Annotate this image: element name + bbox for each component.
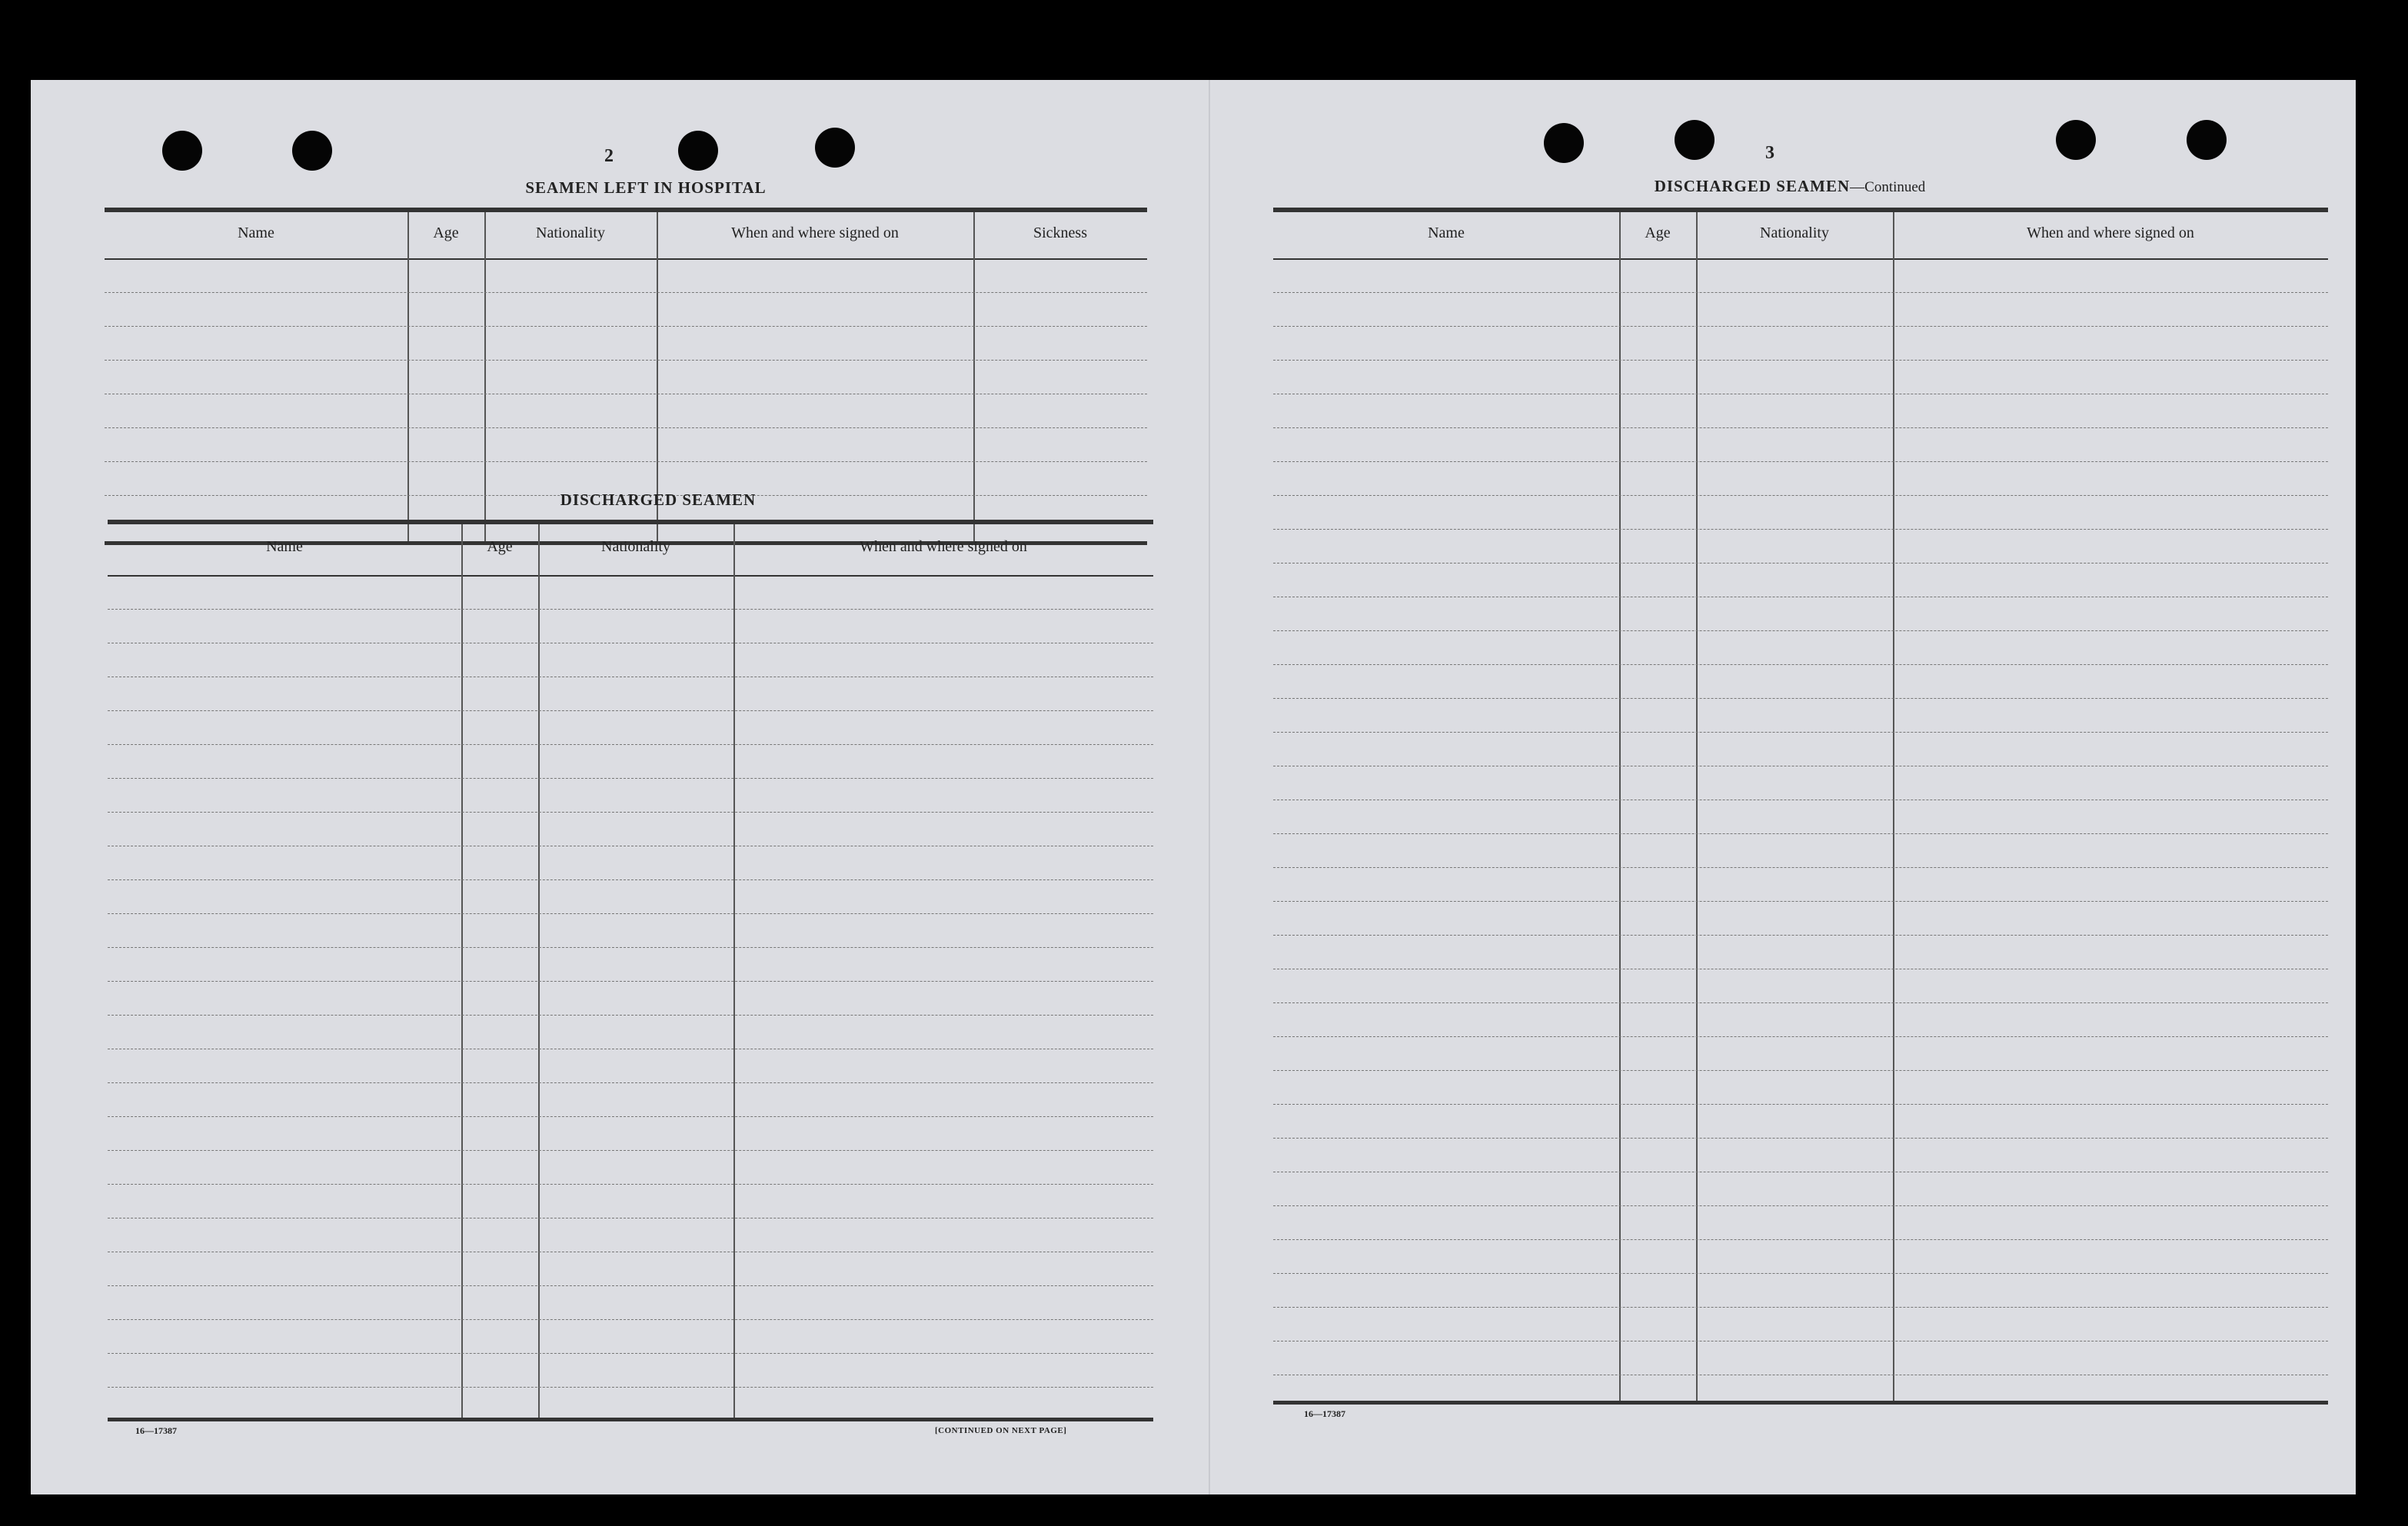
continued-col-nationality: Nationality [1760,224,1829,241]
discharged-continued-table [1273,208,2328,1407]
discharged-continued-title-suffix: —Continued [1850,179,1926,195]
punch-hole-icon [292,131,332,171]
document-sheet [31,80,2356,1494]
punch-hole-icon [1544,123,1584,163]
hospital-col-signed-on: When and where signed on [731,224,899,241]
hospital-col-nationality: Nationality [536,224,605,241]
continued-col-signed-on: When and where signed on [2027,224,2194,241]
punch-hole-icon [815,128,855,168]
discharged-col-age: Age [487,538,513,555]
hospital-col-name: Name [238,224,274,241]
left-page-number: 2 [604,146,614,166]
continued-col-age: Age [1645,224,1671,241]
punch-hole-icon [162,131,202,171]
discharged-col-nationality: Nationality [601,538,670,555]
right-form-number: 16—17387 [1304,1408,1345,1419]
punch-hole-icon [2056,120,2096,160]
right-page-number: 3 [1765,143,1774,163]
hospital-section-title: SEAMEN LEFT IN HOSPITAL [525,178,767,197]
punch-hole-icon [1675,120,1715,160]
hospital-col-age: Age [433,224,459,241]
continued-note: [CONTINUED ON NEXT PAGE] [935,1426,1067,1435]
discharged-col-name: Name [266,538,303,555]
hospital-col-sickness: Sickness [1033,224,1087,241]
discharged-col-signed-on: When and where signed on [860,538,1027,555]
continued-col-name: Name [1428,224,1465,241]
discharged-continued-title [1559,177,2021,196]
left-form-number: 16—17387 [135,1425,177,1436]
punch-hole-icon [2187,120,2227,160]
discharged-section-title: DISCHARGED SEAMEN [560,490,757,509]
discharged-continued-title-main: DISCHARGED SEAMEN [1654,177,1851,195]
punch-hole-icon [678,131,718,171]
discharged-table [108,520,1153,1425]
page-gutter [1209,80,1210,1494]
